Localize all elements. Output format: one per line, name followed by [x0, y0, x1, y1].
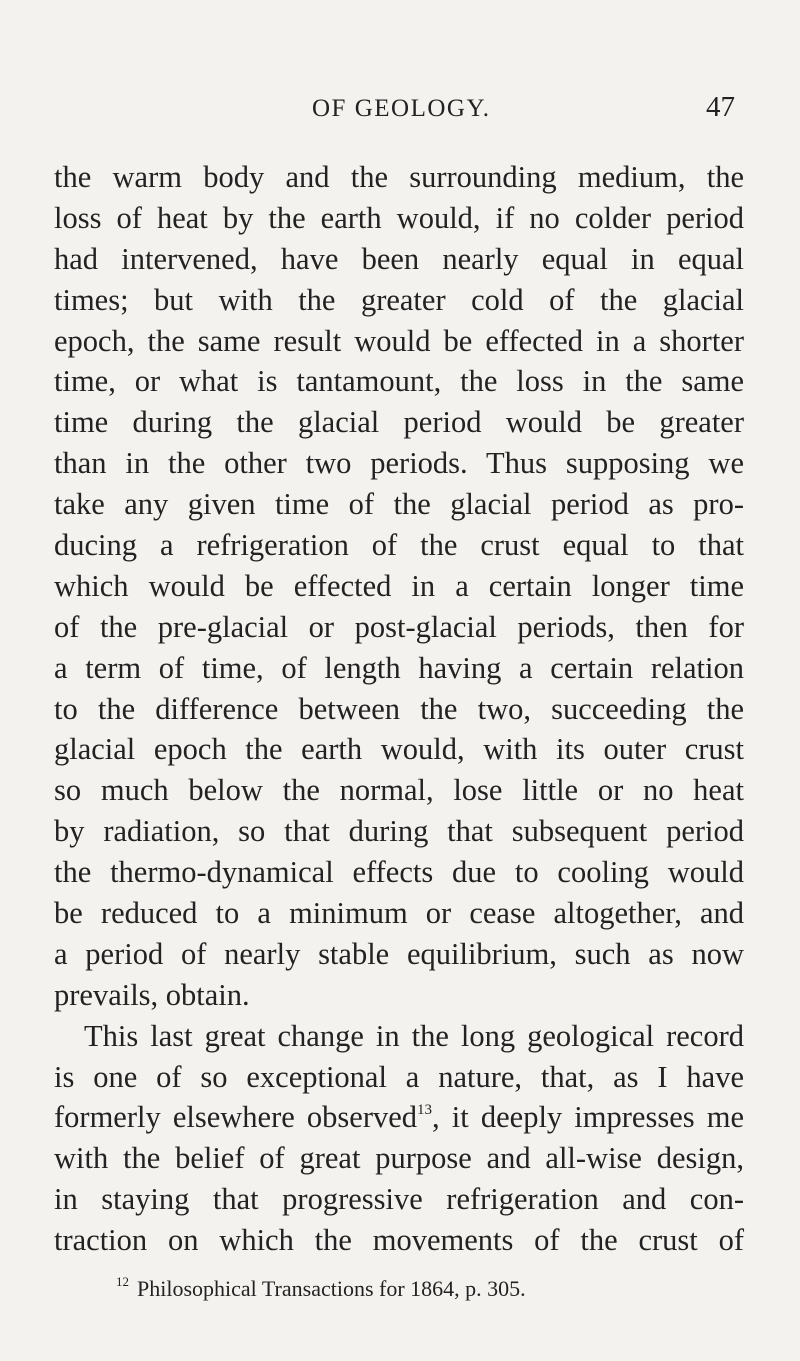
text-line: the warm body and the surrounding medium, the: [54, 160, 744, 194]
footnote: [116, 1276, 526, 1302]
running-title: OF GEOLOGY.: [312, 95, 491, 122]
text-line: a term of time, of length having a certain relation: [54, 650, 744, 685]
text-line: loss of heat by the earth would, if no colder period: [54, 200, 744, 235]
text-line: ducing a refrigeration of the crust equal to that: [54, 528, 744, 563]
text-line: traction on which the movements of the crust of: [54, 1223, 744, 1258]
text-line: take any given time of the glacial period as pro-: [54, 487, 744, 522]
text-line: so much below the normal, lose little or no heat: [54, 773, 744, 808]
text-line: epoch, the same result would be effected in a shorter: [54, 323, 744, 358]
text-line: is one of so exceptional a nature, that, as I have: [54, 1059, 744, 1094]
text-line: with the belief of great purpose and all-wise design,: [54, 1141, 744, 1176]
footnote-text: Philosophical Transactions for 1864, p. 305.: [137, 1276, 526, 1301]
text-line: times; but with the greater cold of the glacial: [54, 282, 744, 317]
text-segment: , it deeply impresses me: [432, 1100, 744, 1135]
text-line: time during the glacial period would be greater: [54, 405, 744, 440]
body-text: [54, 157, 744, 1261]
text-line: had intervened, have been nearly equal in equal: [54, 241, 744, 276]
text-line: time, or what is tantamount, the loss in the same: [54, 364, 744, 399]
text-segment: formerly elsewhere observed: [54, 1100, 418, 1135]
text-line: be reduced to a minimum or cease altogether, and: [54, 896, 744, 931]
running-head: [0, 91, 800, 135]
text-line: which would be effected in a certain longer time: [54, 568, 744, 603]
text-line: of the pre-glacial or post-glacial periods, then for: [54, 609, 744, 644]
text-line: by radiation, so that during that subsequent period: [54, 814, 744, 849]
text-line: glacial epoch the earth would, with its outer crust: [54, 732, 744, 767]
text-line: a period of nearly stable equilibrium, such as now: [54, 936, 744, 971]
footnote-marker: 12: [116, 1274, 129, 1289]
text-line: in staying that progressive refrigeration and con-: [54, 1182, 744, 1217]
paragraph-start-line: This last great change in the long geological record: [84, 1018, 744, 1053]
text-line-with-reference: [54, 1097, 744, 1138]
footnote-reference: 13: [417, 1102, 433, 1119]
text-line: the thermo-dynamical effects due to cooling would: [54, 855, 744, 890]
text-line: prevails, obtain.: [54, 977, 250, 1012]
text-line: than in the other two periods. Thus supposing we: [54, 446, 744, 481]
text-line: to the difference between the two, succeeding the: [54, 691, 744, 726]
page-number: 47: [706, 91, 735, 123]
